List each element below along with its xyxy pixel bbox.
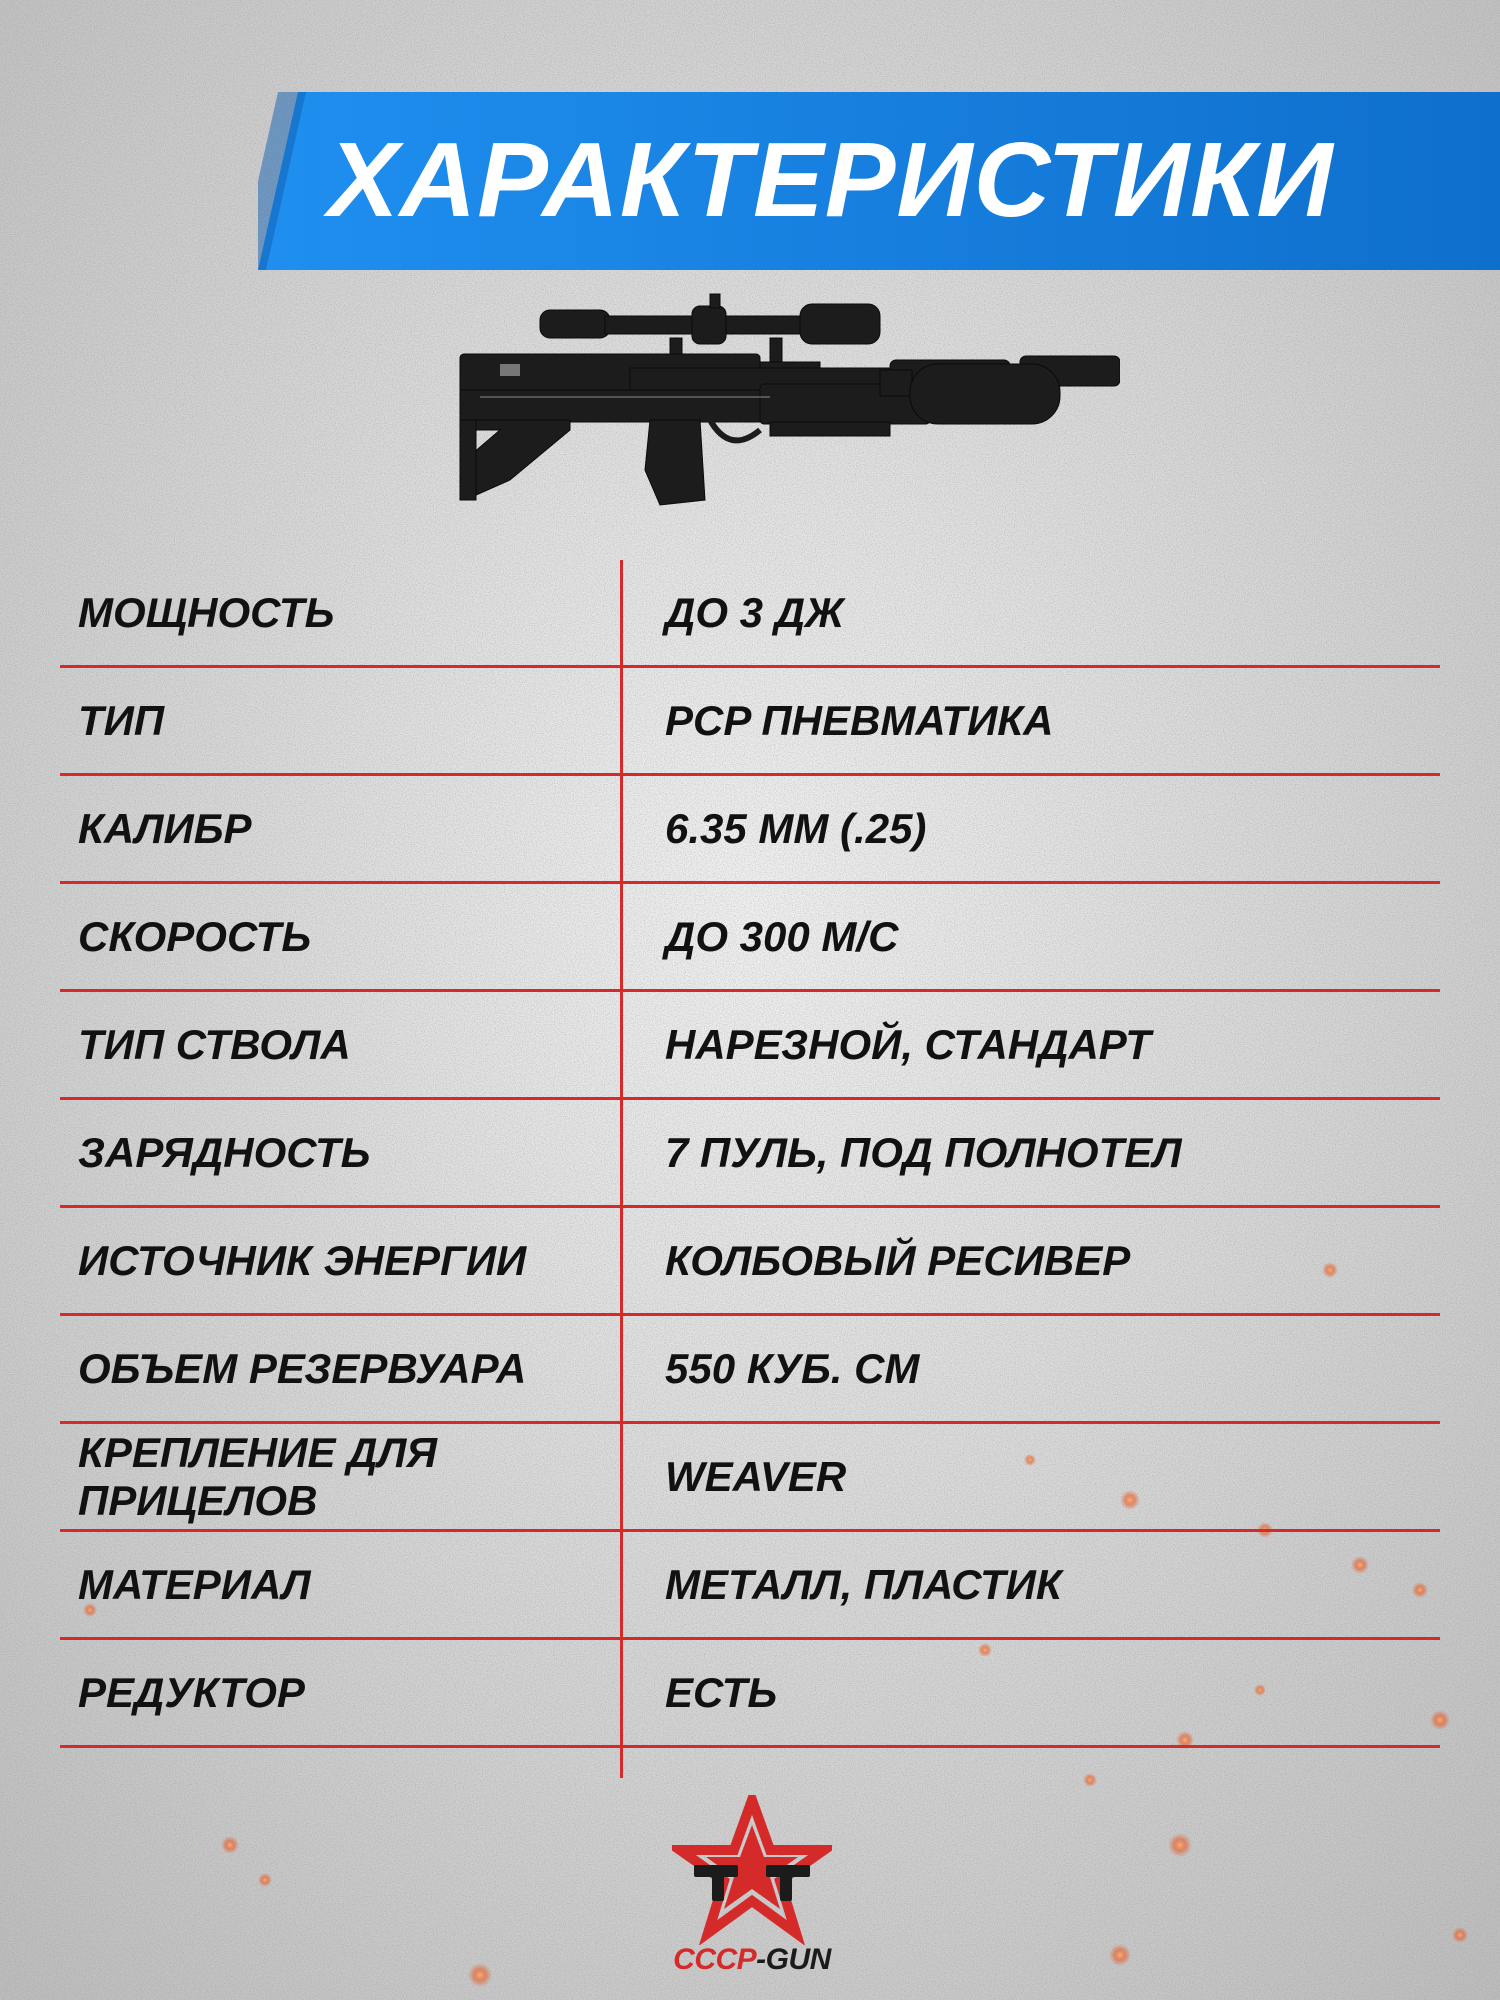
spec-row-capacity — [60, 1100, 1440, 1208]
spec-value: НАРЕЗНОЙ, СТАНДАРТ — [665, 1020, 1151, 1068]
spec-value: PCP ПНЕВМАТИКА — [665, 696, 1054, 744]
spec-label: СКОРОСТЬ — [78, 912, 312, 960]
spec-row-barrel-type — [60, 992, 1440, 1100]
spec-label: КАЛИБР — [78, 804, 252, 852]
spec-row-energy-source — [60, 1208, 1440, 1316]
spec-value: 6.35 ММ (.25) — [665, 804, 927, 852]
brand-logo — [672, 1795, 832, 1980]
spec-label: ТИП СТВОЛА — [78, 1020, 351, 1068]
spec-label: ИСТОЧНИК ЭНЕРГИИ — [78, 1236, 527, 1284]
page-title: ХАРАКТЕРИСТИКИ — [328, 121, 1334, 239]
spec-label: ЗАРЯДНОСТЬ — [78, 1128, 371, 1176]
spec-value: ДО 300 М/С — [665, 912, 899, 960]
specifications-table — [60, 560, 1440, 1780]
brand-name-part2: -GUN — [756, 1943, 831, 1976]
spec-label: МАТЕРИАЛ — [78, 1560, 311, 1608]
row-divider — [60, 1745, 1440, 1748]
brand-name-part1: CCCP — [673, 1943, 757, 1976]
spec-label: РЕДУКТОР — [78, 1668, 305, 1716]
red-star-pistols-logo — [672, 1795, 832, 1945]
spec-row-power — [60, 560, 1440, 668]
spec-value: 550 КУБ. СМ — [665, 1344, 920, 1392]
spec-row-tank-volume — [60, 1316, 1440, 1424]
title-banner — [258, 92, 1500, 270]
spec-row-caliber — [60, 776, 1440, 884]
spec-label: МОЩНОСТЬ — [78, 588, 335, 636]
spec-value: 7 ПУЛЬ, ПОД ПОЛНОТЕЛ — [665, 1128, 1182, 1176]
air-rifle-image — [440, 280, 1120, 520]
spec-label: ТИП — [78, 696, 165, 744]
spec-label: ОБЪЕМ РЕЗЕРВУАРА — [78, 1344, 527, 1392]
spec-value: ЕСТЬ — [665, 1668, 778, 1716]
spec-value: МЕТАЛЛ, ПЛАСТИК — [665, 1560, 1062, 1608]
spec-row-reducer — [60, 1640, 1440, 1748]
spec-row-material — [60, 1532, 1440, 1640]
spec-row-type — [60, 668, 1440, 776]
spec-value: ДО 3 ДЖ — [665, 588, 844, 636]
spec-value: WEAVER — [665, 1452, 847, 1500]
spec-value: КОЛБОВЫЙ РЕСИВЕР — [665, 1236, 1131, 1284]
spec-label: КРЕПЛЕНИЕ ДЛЯ ПРИЦЕЛОВ — [78, 1428, 437, 1524]
spec-row-speed — [60, 884, 1440, 992]
brand-name — [672, 1943, 832, 1977]
spec-row-scope-mount — [60, 1424, 1440, 1532]
